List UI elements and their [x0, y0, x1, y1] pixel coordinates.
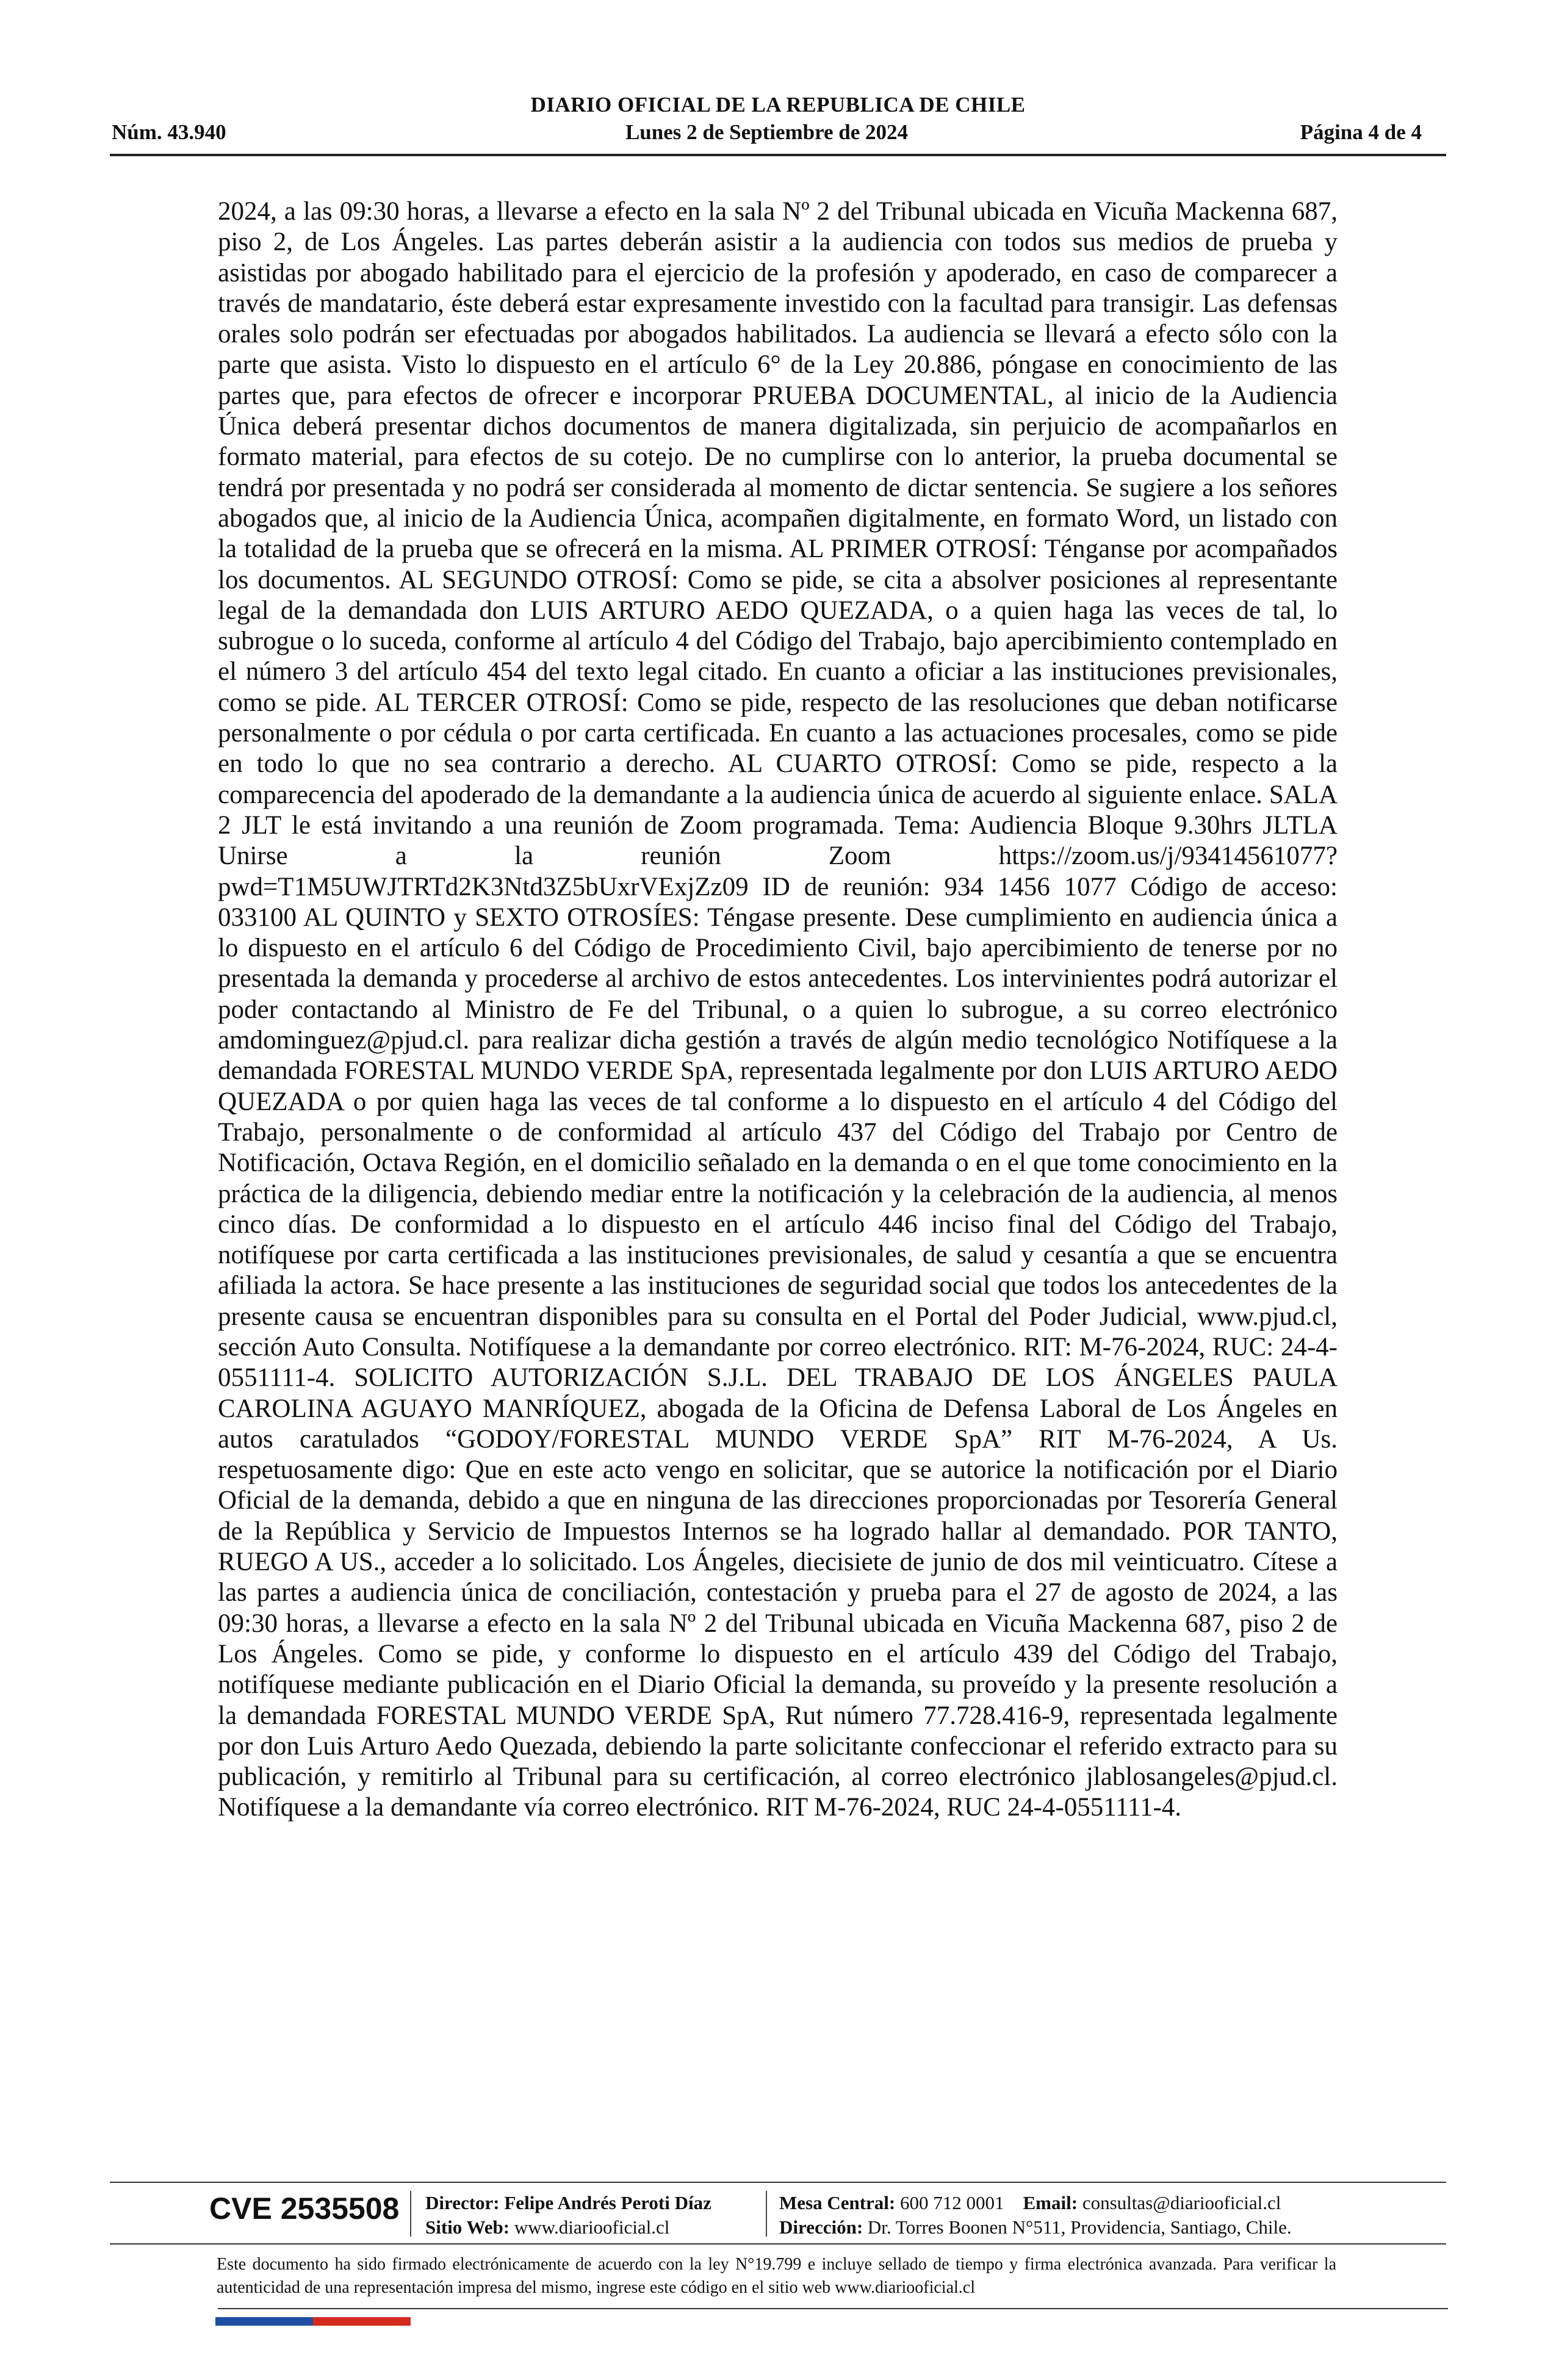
email-address[interactable]: consultas@diariooficial.cl [1082, 2192, 1281, 2213]
address-value: Dr. Torres Boonen N°511, Providencia, Santiago, Chile. [867, 2216, 1292, 2238]
footer-separator [410, 2191, 411, 2237]
flag-stripe-blue [215, 2317, 313, 2326]
cve-code: CVE 2535508 [209, 2191, 400, 2226]
site-url[interactable]: www.diariooficial.cl [514, 2216, 670, 2238]
issue-number: Núm. 43.940 [112, 120, 226, 144]
phone-number: 600 712 0001 [900, 2192, 1004, 2213]
flag-stripe-red [313, 2317, 411, 2326]
footer-director-block [425, 2191, 711, 2240]
footer-bottom-divider [218, 2308, 1448, 2309]
email-label: Email: [1023, 2192, 1078, 2213]
header-row [112, 120, 1422, 151]
address-label: Dirección: [779, 2216, 863, 2238]
signature-note: Este documento ha sido firmado electrónicamente de acuerdo con la ley N°19.799 e incluye sellado de tiempo y firma electrónica avanzada. Para verificar la autenticidad de una representación impresa del mismo, ingrese este código en el sitio web www.diariooficial.cl [217, 2255, 1336, 2297]
header-divider [110, 154, 1446, 156]
footer-separator [766, 2191, 767, 2237]
footer-contact-block [779, 2191, 1292, 2240]
footer-middle-divider [110, 2243, 1446, 2245]
issue-date: Lunes 2 de Septiembre de 2024 [625, 120, 909, 144]
director-name: Felipe Andrés Peroti Díaz [504, 2192, 711, 2213]
footer-top-divider [110, 2182, 1446, 2183]
newspaper-title: DIARIO OFICIAL DE LA REPUBLICA DE CHILE [530, 93, 1026, 117]
site-label: Sitio Web: [425, 2216, 510, 2238]
phone-label: Mesa Central: [779, 2192, 896, 2213]
page-number: Página 4 de 4 [1300, 120, 1422, 144]
body-paragraph: 2024, a las 09:30 horas, a llevarse a efecto en la sala Nº 2 del Tribunal ubicada en Vicuña Mackenna 687, piso 2, de Los Ángeles. Las partes deberán asistir a la audiencia con todos sus medios de prueba y asistidas por abogado habilitado para el ejercicio de la profesión y apoderado, en caso de comparecer a través de mandatario, éste deberá estar expresamente investido con la facultad para transigir. Las defensas orales solo podrán ser efectuadas por abogados habilitados. La audiencia se llevará a efecto sólo con la parte que asista. Visto lo dispuesto en el artículo 6° de la Ley 20.886, póngase en conocimiento de las partes que, para efectos de ofrecer e incorporar PRUEBA DOCUMENTAL, al inicio de la Audiencia Única deberá presentar dichos documentos de manera digitalizada, sin perjuicio de acompañarlos en formato material, para efectos de su cotejo. De no cumplirse con lo anterior, la prueba documental se tendrá por presentada y no podrá ser considerada al momento de dictar sentencia. Se sugiere a los señores abogados que, al inicio de la Audiencia Única, acompañen digitalmente, en formato Word, un listado con la totalidad de la prueba que se ofrecerá en la misma. AL PRIMER OTROSÍ: Ténganse por acompañados los documentos. AL SEGUNDO OTROSÍ: Como se pide, se cita a absolver posiciones al representante legal de la demandada don LUIS ARTURO AEDO QUEZADA, o a quien haga las veces de tal, lo subrogue o lo suceda, conforme al artículo 4 del Código del Trabajo, bajo apercibimiento contemplado en el número 3 del artículo 454 del texto legal citado. En cuanto a oficiar a las instituciones previsionales, como se pide. AL TERCER OTROSÍ: Como se pide, respecto de las resoluciones que deban notificarse personalmente o por cédula o por carta certificada. En cuanto a las actuaciones procesales, como se pide en todo lo que no sea contrario a derecho. AL CUARTO OTROSÍ: Como se pide, respecto a la comparecencia del apoderado de la demandante a la audiencia única de acuerdo al siguiente enlace. SALA 2 JLT le está invitando a una reunión de Zoom programada. Tema: Audiencia Bloque 9.30hrs JLTLA Unirse a la reunión Zoom https://zoom.us/j/93414561077?pwd=T1M5UWJTRTd2K3Ntd3Z5bUxrVExjZz09 ID de reunión: 934 1456 1077 Código de acceso: 033100 AL QUINTO y SEXTO OTROSÍES: Téngase presente. Dese cumplimiento en audiencia única a lo dispuesto en el artículo 6 del Código de Procedimiento Civil, bajo apercibimiento de tenerse por no presentada la demanda y procederse al archivo de estos antecedentes. Los intervinientes podrá autorizar el poder contactando al Ministro de Fe del Tribunal, o a quien lo subrogue, a su correo electrónico amdominguez@pjud.cl. para realizar dicha gestión a través de algún medio tecnológico Notifíquese a la demandada FORESTAL MUNDO VERDE SpA, representada legalmente por don LUIS ARTURO AEDO QUEZADA o por quien haga las veces de tal conforme a lo dispuesto en el artículo 4 del Código del Trabajo, personalmente o de conformidad al artículo 437 del Código del Trabajo por Centro de Notificación, Octava Región, en el domicilio señalado en la demanda o en el que tome conocimiento en la práctica de la diligencia, debiendo mediar entre la notificación y la celebración de la audiencia, al menos cinco días. De conformidad a lo dispuesto en el artículo 446 inciso final del Código del Trabajo, notifíquese por carta certificada a las instituciones previsionales, de salud y cesantía a que se encuentra afiliada la actora. Se hace presente a las instituciones de seguridad social que todos los antecedentes de la presente causa se encuentran disponibles para su consulta en el Portal del Poder Judicial, www.pjud.cl, sección Auto Consulta. Notifíquese a la demandante por correo electrónico. RIT: M-76-2024, RUC: 24-4-0551111-4. SOLICITO AUTORIZACIÓN S.J.L. DEL TRABAJO DE LOS ÁNGELES PAULA CAROLINA AGUAYO MANRÍQUEZ, abogada de la Oficina de Defensa Laboral de Los Ángeles en autos caratulados “GODOY/FORESTAL MUNDO VERDE SpA” RIT M-76-2024, A Us. respetuosamente digo: Que en este acto vengo en solicitar, que se autorice la notificación por el Diario Oficial de la demanda, debido a que en ninguna de las direcciones proporcionadas por Tesorería General de la República y Servicio de Impuestos Internos se ha logrado hallar al demandado. POR TANTO, RUEGO A US., acceder a lo solicitado. Los Ángeles, diecisiete de junio de dos mil veinticuatro. Cítese a las partes a audiencia única de conciliación, contestación y prueba para el 27 de agosto de 2024, a las 09:30 horas, a llevarse a efecto en la sala Nº 2 del Tribunal ubicada en Vicuña Mackenna 687, piso 2 de Los Ángeles. Como se pide, y conforme lo dispuesto en el artículo 439 del Código del Trabajo, notifíquese mediante publicación en el Diario Oficial la demanda, su proveído y la presente resolución a la demandada FORESTAL MUNDO VERDE SpA, Rut número 77.728.416-9, representada legalmente por don Luis Arturo Aedo Quezada, debiendo la parte solicitante confeccionar el referido extracto para su publicación, y remitirlo al Tribunal para su certificación, al correo electrónico jlablosangeles@pjud.cl. Notifíquese a la demandante vía correo electrónico. RIT M-76-2024, RUC 24-4-0551111-4. [218, 197, 1338, 1822]
director-label: Director: [425, 2192, 500, 2213]
